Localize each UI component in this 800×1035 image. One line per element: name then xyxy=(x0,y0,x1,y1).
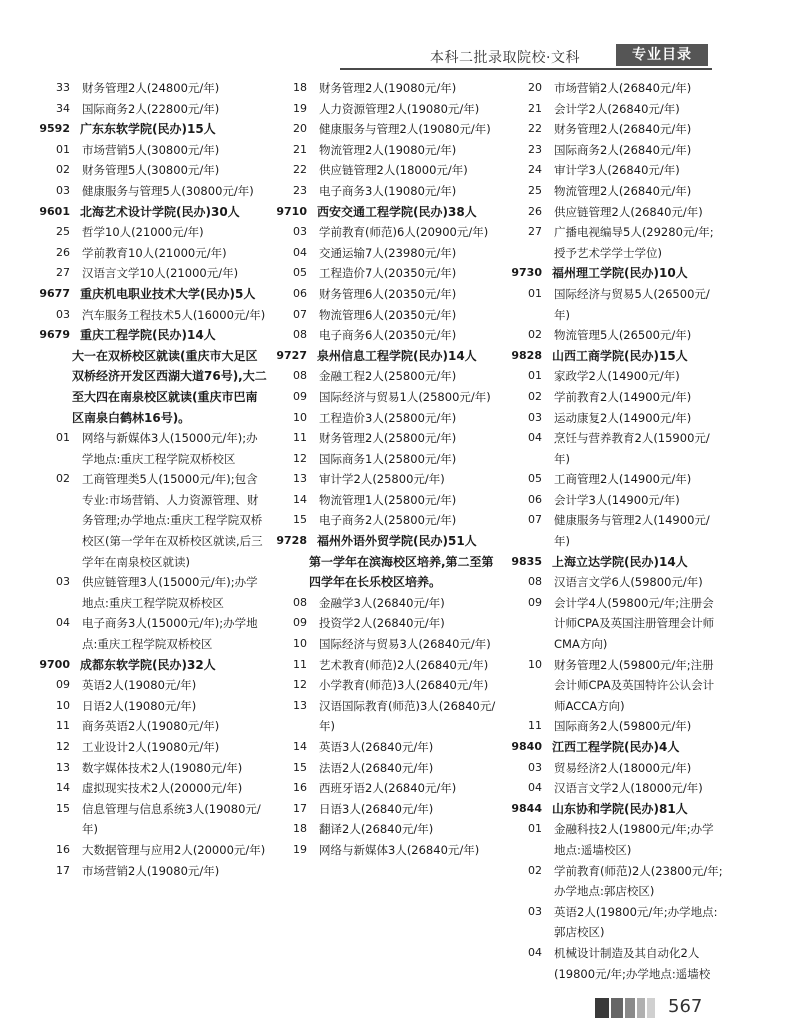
major-text: 数字媒体技术2人(19080元/年) xyxy=(82,760,243,775)
major-text: 供应链管理2人(26840元/年) xyxy=(554,204,703,219)
major-text: 国际商务2人(59800元/年) xyxy=(554,719,692,734)
major-code: 22 xyxy=(528,122,542,136)
major-text: 财务管理5人(30800元/年) xyxy=(82,163,220,178)
footer-bar xyxy=(647,998,655,1018)
major-text: 汉语言文学6人(59800元/年) xyxy=(554,575,703,590)
major-text: 市场营销5人(30800元/年) xyxy=(82,142,220,157)
major-code: 08 xyxy=(528,575,542,589)
school-row xyxy=(510,552,725,573)
major-code: 02 xyxy=(56,163,70,177)
major-row xyxy=(275,78,505,99)
major-row xyxy=(38,840,268,861)
major-code: 12 xyxy=(293,451,307,465)
major-code: 04 xyxy=(528,945,542,959)
major-row xyxy=(275,428,505,449)
major-code: 20 xyxy=(293,122,307,136)
major-row xyxy=(275,181,505,202)
major-code: 21 xyxy=(528,101,542,115)
school-name: 上海立达学院(民办)14人 xyxy=(552,554,688,569)
major-text: 英语2人(19800元/年;办学地点:郭店校区) xyxy=(554,904,718,940)
major-row xyxy=(510,119,725,140)
major-row xyxy=(275,387,505,408)
major-row xyxy=(510,202,725,223)
major-text: 市场营销2人(19080元/年) xyxy=(82,863,220,878)
major-row xyxy=(275,778,505,799)
school-row xyxy=(510,737,725,758)
major-row xyxy=(275,655,505,676)
major-text: 国际经济与贸易3人(26840元/年) xyxy=(319,637,491,652)
major-text: 西班牙语2人(26840元/年) xyxy=(319,781,457,796)
school-code: 9601 xyxy=(39,204,70,218)
major-code: 03 xyxy=(293,225,307,239)
major-row xyxy=(38,613,268,654)
major-text: 电子商务6人(20350元/年) xyxy=(319,328,457,343)
major-row xyxy=(510,716,725,737)
major-text: 小学教育(师范)3人(26840元/年) xyxy=(319,678,489,693)
school-row xyxy=(275,531,505,552)
major-code: 08 xyxy=(293,328,307,342)
major-code: 15 xyxy=(293,513,307,527)
major-code: 09 xyxy=(528,595,542,609)
major-row xyxy=(275,263,505,284)
major-text: 会计学3人(14900元/年) xyxy=(554,492,680,507)
major-row xyxy=(510,140,725,161)
major-text: 审计学3人(26840元/年) xyxy=(554,163,680,178)
major-row xyxy=(38,469,268,572)
major-text: 汉语国际教育(师范)3人(26840元/年) xyxy=(319,698,496,734)
major-code: 05 xyxy=(528,472,542,486)
major-code: 04 xyxy=(528,431,542,445)
major-code: 02 xyxy=(528,863,542,877)
major-row xyxy=(275,613,505,634)
school-row xyxy=(275,346,505,367)
major-text: 金融科技2人(19800元/年;办学地点:遥墙校区) xyxy=(554,822,714,857)
school-code: 9727 xyxy=(276,348,307,362)
footer-bar xyxy=(625,998,635,1018)
major-code: 19 xyxy=(293,842,307,856)
major-row xyxy=(510,366,725,387)
major-code: 09 xyxy=(56,678,70,692)
major-row xyxy=(38,716,268,737)
major-row xyxy=(510,284,725,325)
major-row xyxy=(275,634,505,655)
major-code: 26 xyxy=(528,204,542,218)
major-text: 学前教育10人(21000元/年) xyxy=(82,245,227,260)
major-row xyxy=(510,408,725,429)
major-row xyxy=(275,119,505,140)
major-text: 国际商务2人(26840元/年) xyxy=(554,142,692,157)
major-text: 广播电视编导5人(29280元/年;授予艺术学学士学位) xyxy=(554,225,714,260)
column-2 xyxy=(275,78,505,861)
major-text: 工程造价7人(20350元/年) xyxy=(319,266,457,281)
major-text: 英语3人(26840元/年) xyxy=(319,740,434,754)
major-row xyxy=(510,490,725,511)
school-code: 9592 xyxy=(39,122,70,136)
school-code: 9828 xyxy=(511,348,542,362)
major-row xyxy=(38,243,268,264)
major-text: 翻译2人(26840元/年) xyxy=(319,822,434,837)
column-3 xyxy=(510,78,725,984)
major-text: 运动康复2人(14900元/年) xyxy=(554,410,692,425)
school-name: 广东东软学院(民办)15人 xyxy=(80,122,216,137)
major-text: 艺术教育(师范)2人(26840元/年) xyxy=(319,657,489,672)
major-row xyxy=(275,325,505,346)
column-1 xyxy=(38,78,268,881)
major-code: 14 xyxy=(293,492,307,506)
major-row xyxy=(38,78,268,99)
major-text: 机械设计制造及其自动化2人(19800元/年;办学地点:遥墙校 xyxy=(554,945,711,981)
major-row xyxy=(38,222,268,243)
major-code: 25 xyxy=(528,183,542,197)
major-row xyxy=(275,408,505,429)
major-row xyxy=(275,305,505,326)
major-row xyxy=(510,861,725,902)
major-code: 10 xyxy=(293,637,307,651)
page-header xyxy=(340,44,712,70)
major-row xyxy=(510,572,725,593)
major-row xyxy=(510,387,725,408)
school-name: 福州外语外贸学院(民办)51人 xyxy=(317,534,477,549)
section-badge: 专业目录 xyxy=(616,44,708,66)
major-code: 17 xyxy=(56,863,70,877)
major-code: 11 xyxy=(528,719,542,733)
school-code: 9728 xyxy=(276,534,307,548)
school-name: 重庆工程学院(民办)14人 xyxy=(80,328,216,343)
major-code: 05 xyxy=(293,266,307,280)
major-text: 学前教育2人(14900元/年) xyxy=(554,389,692,404)
major-code: 12 xyxy=(293,678,307,692)
major-code: 17 xyxy=(293,801,307,815)
major-row xyxy=(275,510,505,531)
major-row xyxy=(275,222,505,243)
major-text: 财务管理2人(19080元/年) xyxy=(319,81,457,95)
major-text: 物流管理5人(26500元/年) xyxy=(554,328,692,343)
school-name: 山西工商学院(民办)15人 xyxy=(552,348,688,363)
major-row xyxy=(510,181,725,202)
major-code: 14 xyxy=(293,740,307,753)
major-text: 健康服务与管理5人(30800元/年) xyxy=(82,183,254,198)
major-text: 法语2人(26840元/年) xyxy=(319,760,434,775)
school-name: 江西工程学院(民办)4人 xyxy=(552,740,680,754)
major-row xyxy=(275,737,505,758)
major-code: 03 xyxy=(528,410,542,424)
major-code: 20 xyxy=(528,81,542,94)
school-name: 泉州信息工程学院(民办)14人 xyxy=(317,348,477,363)
major-row xyxy=(275,160,505,181)
major-row xyxy=(510,78,725,99)
major-text: 物流管理2人(26840元/年) xyxy=(554,183,692,198)
major-code: 18 xyxy=(293,822,307,836)
school-name: 北海艺术设计学院(民办)30人 xyxy=(80,204,240,219)
major-text: 汉语言文学2人(18000元/年) xyxy=(554,781,703,796)
major-text: 物流管理2人(19080元/年) xyxy=(319,142,457,157)
school-code: 9710 xyxy=(276,204,307,218)
major-text: 健康服务与管理2人(14900元/年) xyxy=(554,513,710,549)
major-code: 03 xyxy=(56,575,70,589)
major-text: 国际经济与贸易5人(26500元/年) xyxy=(554,286,710,322)
major-row xyxy=(510,160,725,181)
major-code: 22 xyxy=(293,163,307,177)
major-row xyxy=(275,449,505,470)
school-code: 9677 xyxy=(39,286,70,300)
major-code: 19 xyxy=(293,101,307,115)
major-text: 贸易经济2人(18000元/年) xyxy=(554,760,692,775)
major-row xyxy=(38,799,268,840)
major-row xyxy=(275,243,505,264)
header-title: 本科二批录取院校·文科 xyxy=(430,50,580,66)
major-code: 33 xyxy=(56,81,70,94)
major-text: 商务英语2人(19080元/年) xyxy=(82,719,220,734)
major-text: 电子商务3人(19080元/年) xyxy=(319,183,457,198)
major-row xyxy=(38,778,268,799)
major-code: 08 xyxy=(293,595,307,609)
major-row xyxy=(38,572,268,613)
major-code: 02 xyxy=(56,472,70,486)
major-row xyxy=(510,510,725,551)
major-code: 03 xyxy=(56,183,70,197)
major-row xyxy=(510,593,725,655)
major-text: 学前教育(师范)2人(23800元/年;办学地点:郭店校区) xyxy=(554,863,723,899)
major-text: 信息管理与信息系统3人(19080元/年) xyxy=(82,801,261,837)
school-row xyxy=(510,346,725,367)
major-row xyxy=(275,840,505,861)
major-code: 15 xyxy=(293,760,307,774)
major-code: 04 xyxy=(293,245,307,259)
major-text: 国际经济与贸易1人(25800元/年) xyxy=(319,389,491,404)
major-code: 13 xyxy=(293,472,307,486)
major-code: 25 xyxy=(56,225,70,239)
major-text: 英语2人(19080元/年) xyxy=(82,678,197,693)
major-text: 家政学2人(14900元/年) xyxy=(554,369,680,384)
major-row xyxy=(38,99,268,120)
major-text: 市场营销2人(26840元/年) xyxy=(554,81,692,95)
major-text: 汉语言文学10人(21000元/年) xyxy=(82,266,239,281)
school-name: 西安交通工程学院(民办)38人 xyxy=(317,204,477,219)
major-text: 日语3人(26840元/年) xyxy=(319,801,434,816)
major-text: 人力资源管理2人(19080元/年) xyxy=(319,101,480,116)
page-number: 567 xyxy=(668,996,703,1017)
major-text: 交通运输7人(23980元/年) xyxy=(319,245,457,260)
major-row xyxy=(275,99,505,120)
major-row xyxy=(38,181,268,202)
major-row xyxy=(38,696,268,717)
major-row xyxy=(275,819,505,840)
major-code: 16 xyxy=(56,842,70,856)
major-code: 12 xyxy=(56,740,70,753)
major-row xyxy=(275,469,505,490)
major-code: 14 xyxy=(56,781,70,795)
major-row xyxy=(275,758,505,779)
major-code: 09 xyxy=(293,389,307,403)
major-text: 网络与新媒体3人(15000元/年);办学地点:重庆工程学院双桥校区 xyxy=(82,431,258,466)
major-text: 财务管理2人(26840元/年) xyxy=(554,122,692,137)
major-row xyxy=(510,325,725,346)
major-text: 国际商务2人(22800元/年) xyxy=(82,101,220,116)
major-row xyxy=(510,902,725,943)
major-code: 11 xyxy=(293,657,307,671)
major-row xyxy=(38,428,268,469)
major-row xyxy=(275,140,505,161)
major-row xyxy=(510,99,725,120)
major-text: 学前教育(师范)6人(20900元/年) xyxy=(319,225,489,240)
major-code: 11 xyxy=(56,719,70,733)
school-name: 福州理工学院(民办)10人 xyxy=(552,266,688,281)
major-code: 23 xyxy=(293,183,307,197)
major-code: 09 xyxy=(293,616,307,630)
major-code: 01 xyxy=(56,431,70,445)
footer-bar xyxy=(595,998,609,1018)
major-code: 27 xyxy=(56,266,70,280)
major-code: 01 xyxy=(528,369,542,383)
major-code: 03 xyxy=(56,307,70,321)
major-row xyxy=(510,778,725,799)
major-text: 投资学2人(26840元/年) xyxy=(319,616,445,631)
major-row xyxy=(275,490,505,511)
school-note xyxy=(38,346,268,428)
school-code: 9679 xyxy=(39,328,70,342)
major-text: 哲学10人(21000元/年) xyxy=(82,225,204,240)
school-row xyxy=(510,263,725,284)
major-row xyxy=(510,222,725,263)
major-code: 10 xyxy=(293,410,307,424)
major-code: 06 xyxy=(528,492,542,506)
major-row xyxy=(38,758,268,779)
school-name: 成都东软学院(民办)32人 xyxy=(80,657,216,672)
major-row xyxy=(510,655,725,717)
major-code: 08 xyxy=(293,369,307,383)
major-text: 供应链管理2人(18000元/年) xyxy=(319,163,468,178)
school-row xyxy=(38,284,268,305)
major-text: 日语2人(19080元/年) xyxy=(82,698,197,713)
major-text: 工程造价3人(25800元/年) xyxy=(319,410,457,425)
major-code: 06 xyxy=(293,286,307,300)
major-row xyxy=(275,696,505,737)
major-code: 07 xyxy=(293,307,307,321)
note-text: 大一在双桥校区就读(重庆市大足区双桥经济开发区西湖大道76号),大二至大四在南泉校区就读(重庆市巴南区南泉白鹤林16号)。 xyxy=(72,348,267,425)
major-code: 03 xyxy=(528,760,542,774)
school-row xyxy=(510,799,725,820)
school-code: 9844 xyxy=(511,801,542,815)
major-code: 01 xyxy=(56,142,70,156)
major-text: 财务管理2人(59800元/年;注册会计师CPA及英国特许公认会计师ACCA方向) xyxy=(554,657,715,713)
major-row xyxy=(38,305,268,326)
major-code: 27 xyxy=(528,225,542,239)
school-row xyxy=(38,655,268,676)
major-text: 会计学4人(59800元/年;注册会计师CPA及英国注册管理会计师CMA方向) xyxy=(554,595,715,652)
major-text: 财务管理2人(25800元/年) xyxy=(319,431,457,446)
school-row xyxy=(38,202,268,223)
major-row xyxy=(510,428,725,469)
major-text: 电子商务2人(25800元/年) xyxy=(319,513,457,528)
major-text: 工商管理类5人(15000元/年);包含专业:市场营销、人力资源管理、财务管理;办学地点:重庆工程学院双桥校区(第一学年在双桥校区就读,后三学年在南泉校区就读) xyxy=(82,472,263,569)
major-code: 18 xyxy=(293,81,307,94)
major-text: 金融学3人(26840元/年) xyxy=(319,595,445,610)
major-text: 金融工程2人(25800元/年) xyxy=(319,369,457,384)
major-row xyxy=(275,593,505,614)
major-code: 01 xyxy=(528,286,542,300)
major-row xyxy=(510,943,725,984)
major-row xyxy=(38,160,268,181)
major-code: 11 xyxy=(293,431,307,445)
school-code: 9835 xyxy=(511,554,542,568)
major-row xyxy=(38,675,268,696)
major-row xyxy=(275,284,505,305)
major-code: 04 xyxy=(56,616,70,630)
major-row xyxy=(275,799,505,820)
major-code: 10 xyxy=(528,657,542,671)
major-row xyxy=(38,263,268,284)
school-row xyxy=(38,325,268,346)
major-text: 电子商务3人(15000元/年);办学地点:重庆工程学院双桥校区 xyxy=(82,616,258,652)
footer-decoration-bars xyxy=(595,998,655,1018)
major-text: 国际商务1人(25800元/年) xyxy=(319,451,457,466)
major-text: 汽车服务工程技术5人(16000元/年) xyxy=(82,307,266,322)
major-text: 工业设计2人(19080元/年) xyxy=(82,740,220,754)
school-name: 山东协和学院(民办)81人 xyxy=(552,801,688,816)
major-row xyxy=(275,366,505,387)
school-row xyxy=(38,119,268,140)
school-code: 9840 xyxy=(511,740,542,753)
major-text: 物流管理1人(25800元/年) xyxy=(319,492,457,507)
major-text: 审计学2人(25800元/年) xyxy=(319,472,445,487)
school-code: 9700 xyxy=(39,657,70,671)
major-text: 财务管理6人(20350元/年) xyxy=(319,286,457,301)
major-code: 34 xyxy=(56,101,70,115)
major-text: 供应链管理3人(15000元/年);办学地点:重庆工程学院双桥校区 xyxy=(82,575,258,610)
school-note xyxy=(275,552,505,593)
major-text: 网络与新媒体3人(26840元/年) xyxy=(319,842,480,857)
footer-bar xyxy=(611,998,623,1018)
major-text: 财务管理2人(24800元/年) xyxy=(82,81,220,95)
footer-bar xyxy=(637,998,645,1018)
major-text: 大数据管理与应用2人(20000元/年) xyxy=(82,842,266,857)
major-code: 21 xyxy=(293,142,307,156)
major-code: 13 xyxy=(293,698,307,712)
major-code: 02 xyxy=(528,328,542,342)
major-text: 健康服务与管理2人(19080元/年) xyxy=(319,122,491,137)
major-code: 23 xyxy=(528,142,542,156)
major-row xyxy=(510,819,725,860)
school-code: 9730 xyxy=(511,266,542,280)
major-text: 工商管理2人(14900元/年) xyxy=(554,472,692,487)
major-code: 04 xyxy=(528,781,542,795)
school-row xyxy=(275,202,505,223)
school-name: 重庆机电职业技术大学(民办)5人 xyxy=(80,286,256,301)
major-code: 24 xyxy=(528,163,542,177)
major-text: 物流管理6人(20350元/年) xyxy=(319,307,457,322)
major-row xyxy=(275,675,505,696)
major-code: 16 xyxy=(293,781,307,795)
major-code: 15 xyxy=(56,801,70,815)
major-row xyxy=(510,758,725,779)
major-code: 10 xyxy=(56,698,70,712)
major-row xyxy=(38,737,268,758)
major-code: 03 xyxy=(528,904,542,918)
note-text: 第一学年在滨海校区培养,第二至第四学年在长乐校区培养。 xyxy=(309,554,494,590)
major-text: 虚拟现实技术2人(20000元/年) xyxy=(82,781,243,796)
major-row xyxy=(38,861,268,882)
major-code: 26 xyxy=(56,245,70,259)
major-code: 07 xyxy=(528,513,542,527)
major-row xyxy=(510,469,725,490)
major-row xyxy=(38,140,268,161)
major-code: 01 xyxy=(528,822,542,836)
major-code: 13 xyxy=(56,760,70,774)
major-text: 会计学2人(26840元/年) xyxy=(554,101,680,116)
major-text: 烹饪与营养教育2人(15900元/年) xyxy=(554,431,710,466)
major-code: 02 xyxy=(528,389,542,403)
